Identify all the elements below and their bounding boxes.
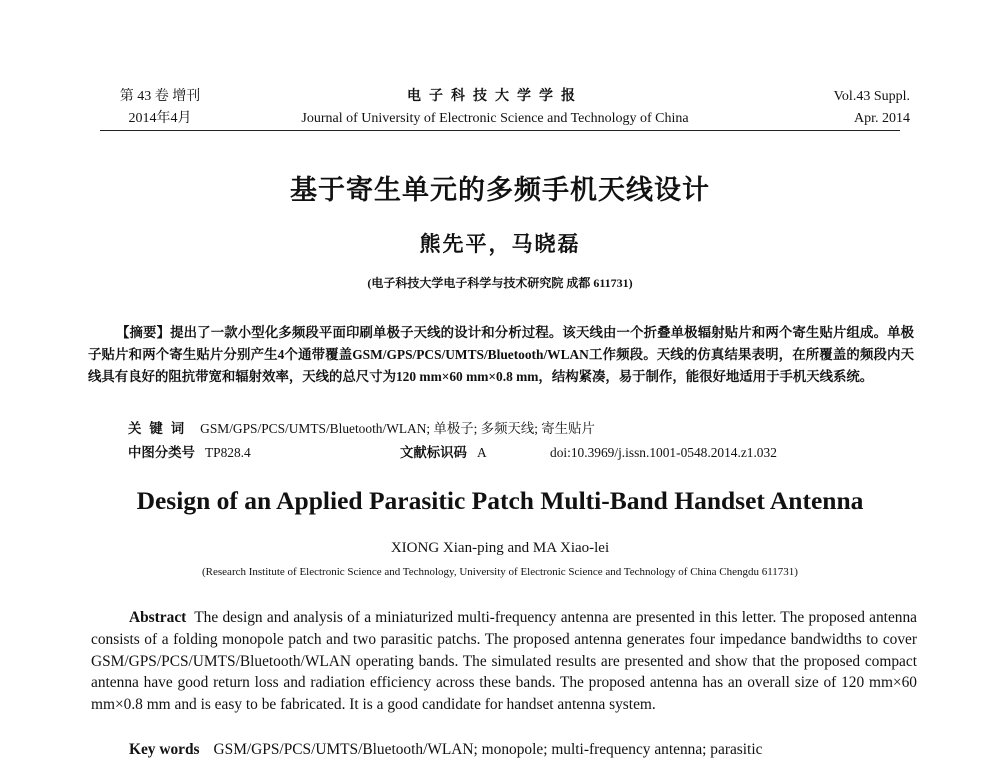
- header-rule: [100, 130, 900, 131]
- abstract-en-text: The design and analysis of a miniaturized multi-frequency antenna are presented in this letter. The proposed antenna consists of a folding monopole patch and two parasitic patchs. The proposed antenna generates four impedance bandwidths to cover GSM/GPS/PCS/UMTS/Bluetooth/WLAN operating bands. The simulated results are presented and show that the proposed compact antenna have good return loss and radiation efficiency across these bands. The proposed antenna has an overall size of 120 mm×60 mm×0.8 mm and is easy to be fabricated. It is a good candidate for handset antenna system.: [91, 609, 917, 714]
- journal-issue-en: [790, 86, 910, 130]
- keywords-en: [129, 739, 919, 761]
- affiliation-en: (Research Institute of Electronic Science and Technology, University of Electronic Science and Technology of China Chengdu 611731): [202, 566, 798, 578]
- volume-cn: 第 43 卷 增刊: [119, 89, 201, 104]
- authors-en: XIONG Xian-ping and MA Xiao-lei: [390, 540, 610, 556]
- classification-value: TP828.4: [204, 445, 251, 460]
- classification-label: 中图分类号: [128, 445, 195, 460]
- document-code-label: 文献标识码: [400, 445, 467, 460]
- keywords-en-label: Key words: [129, 741, 200, 758]
- affiliation-cn: (电子科技大学电子科学与技术研究院 成都 611731): [367, 276, 633, 290]
- journal-name: [270, 86, 720, 130]
- paper-title-cn: 基于寄生单元的多频手机天线设计: [290, 175, 710, 206]
- journal-name-en: Journal of University of Electronic Science and Technology of China: [301, 111, 689, 126]
- abstract-en: [91, 607, 917, 716]
- doi: doi:10.3969/j.issn.1001-0548.2014.z1.032: [550, 445, 777, 460]
- date-cn: 2014年4月: [128, 111, 192, 126]
- abstract-cn-text: 提出了一款小型化多频段平面印刷单极子天线的设计和分析过程。该天线由一个折叠单极辐射贴片和两个寄生贴片组成。单极子贴片和两个寄生贴片分别产生4个通带覆盖GSM/GPS/PCS/UMTS/Bluetooth/WLAN工作频段。天线的仿真结果表明，在所覆盖的频段内天线具有良好的阻抗带宽和辐射效率，天线的总尺寸为120 mm×60 mm×0.8 mm，结构紧凑，易于制作，能很好地适用于手机天线系统。: [88, 325, 915, 384]
- keywords-cn-text: GSM/GPS/PCS/UMTS/Bluetooth/WLAN; 单极子; 多频天线; 寄生贴片: [200, 421, 595, 436]
- document-code: [400, 442, 487, 464]
- journal-issue-cn: [100, 86, 220, 130]
- keywords-cn: [128, 418, 918, 440]
- paper-title-en: Design of an Applied Parasitic Patch Multi-Band Handset Antenna: [136, 486, 864, 515]
- date-en: Apr. 2014: [854, 111, 910, 126]
- keywords-en-text: GSM/GPS/PCS/UMTS/Bluetooth/WLAN; monopole; multi-frequency antenna; parasitic: [213, 741, 763, 758]
- keywords-cn-label: 关键词: [128, 421, 193, 436]
- journal-name-cn: 电子科技大学学报: [407, 89, 583, 104]
- abstract-cn: [88, 322, 914, 388]
- document-code-value: A: [476, 445, 487, 460]
- authors-cn: 熊先平，马晓磊: [419, 232, 581, 256]
- classification: [128, 442, 918, 464]
- volume-en: Vol.43 Suppl.: [833, 89, 910, 104]
- abstract-cn-label: 【摘要】: [116, 325, 171, 340]
- abstract-en-label: Abstract: [129, 609, 187, 626]
